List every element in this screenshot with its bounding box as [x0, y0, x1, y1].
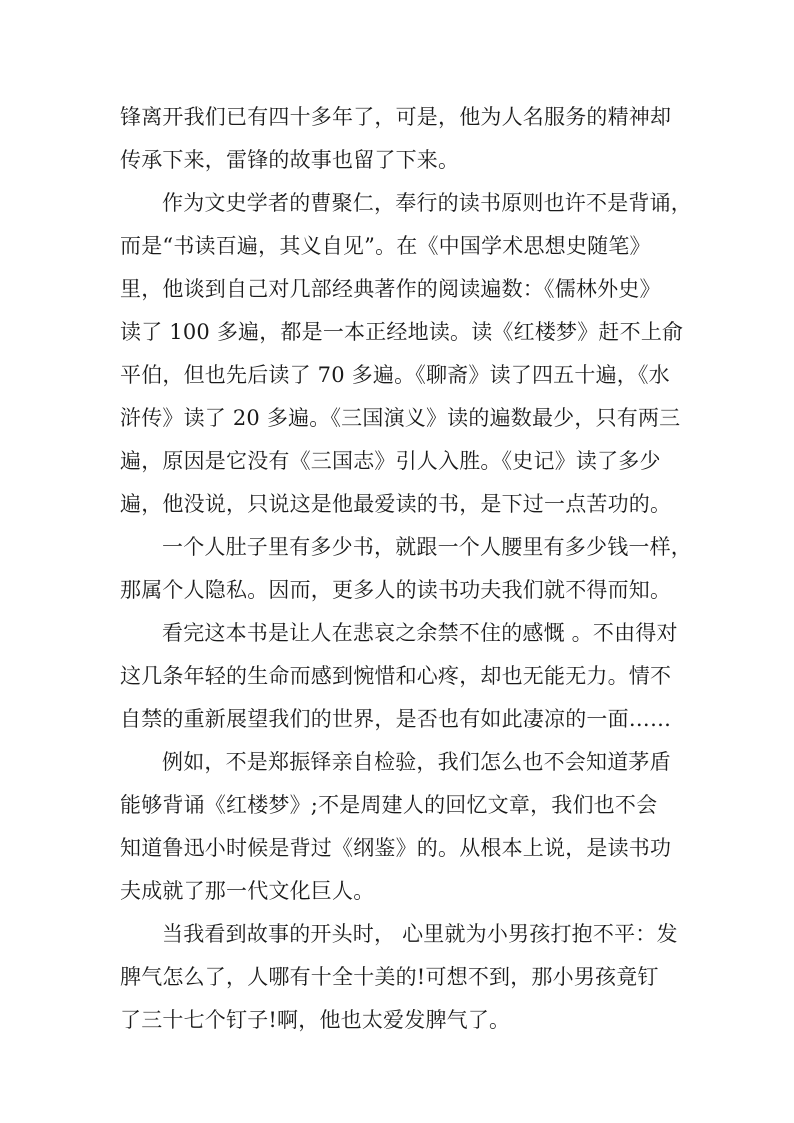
text-line: 锋离开我们已有四十多年了，可是，他为人名服务的精神却	[120, 105, 672, 129]
text-line: 夫成就了那一代文化巨人。	[120, 879, 375, 903]
text-line: 而是“书读百遍，其义自见”。在《中国学术思想史随笔》	[120, 234, 651, 258]
text-line: 平伯，但也先后读了 70 多遍。《聊斋》读了四五十遍，《水	[120, 363, 670, 387]
text-line: 了三十七个钉子!啊，他也太爱发脾气了。	[120, 1008, 511, 1032]
paragraph-first-line: 看完这本书是让人在悲哀之余禁不住的感慨 。不由得对	[162, 621, 678, 645]
text-line: 能够背诵《红楼梦》;不是周建人的回忆文章，我们也不会	[120, 793, 658, 817]
text-line: 读了 100 多遍，都是一本正经地读。读《红楼梦》赶不上俞	[120, 320, 684, 344]
text-line: 遍，原因是它没有《三国志》引人入胜。《史记》读了多少	[120, 449, 661, 473]
text-line: 浒传》读了 20 多遍。《三国演义》读的遍数最少，只有两三	[120, 406, 681, 430]
text-line: 这几条年轻的生命而感到惋惜和心疼，却也无能无力。情不	[120, 664, 672, 688]
text-line: 脾气怎么了，人哪有十全十美的!可想不到，那小男孩竟钉	[120, 965, 659, 989]
paragraph-first-line: 作为文史学者的曹聚仁，奉行的读书原则也许不是背诵，	[162, 191, 692, 215]
text-line: 那属个人隐私。因而，更多人的读书功夫我们就不得而知。	[120, 578, 672, 602]
text-line: 里，他谈到自己对几部经典著作的阅读遍数：《儒林外史》	[120, 277, 661, 301]
paragraph-first-line: 当我看到故事的开头时， 心里就为小男孩打抱不平：发	[162, 922, 678, 946]
text-line: 知道鲁迅小时候是背过《纲鉴》的。从根本上说，是读书功	[120, 836, 672, 860]
paragraph-first-line: 例如，不是郑振铎亲自检验，我们怎么也不会知道茅盾	[162, 750, 671, 774]
paragraph-first-line: 一个人肚子里有多少书，就跟一个人腰里有多少钱一样，	[162, 535, 692, 559]
text-line: 自禁的重新展望我们的世界，是否也有如此凄凉的一面……	[120, 707, 672, 731]
text-line: 传承下来，雷锋的故事也留了下来。	[120, 148, 460, 172]
text-line: 遍，他没说，只说这是他最爱读的书，是下过一点苦功的。	[120, 492, 672, 516]
